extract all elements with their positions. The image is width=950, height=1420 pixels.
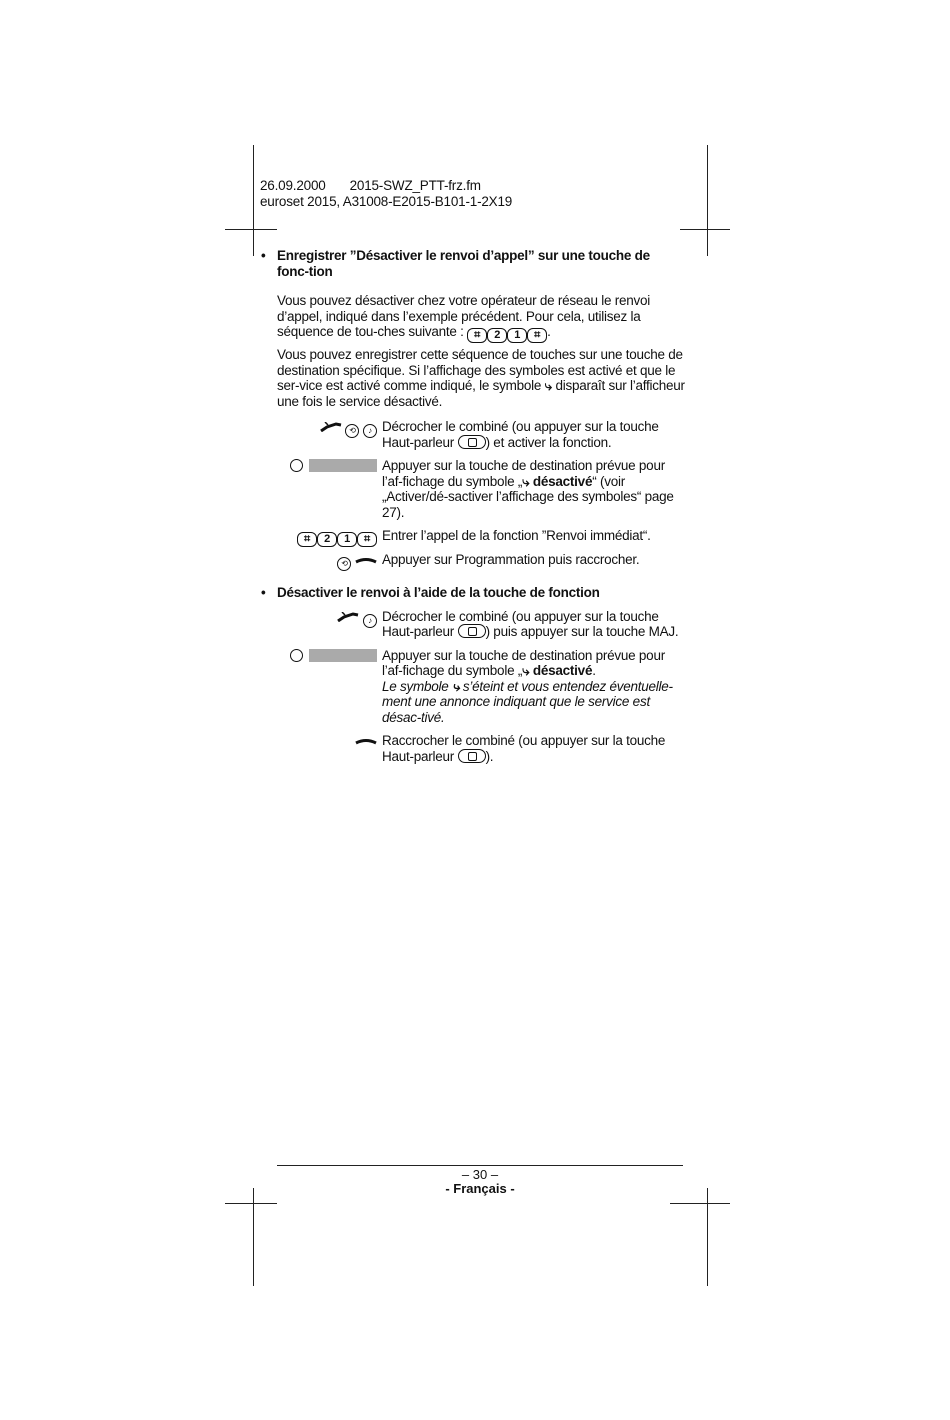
- step-icons: [297, 528, 377, 544]
- key-2-icon: 2: [487, 328, 507, 343]
- crop-mark: [253, 145, 254, 256]
- handset-lift-icon: [337, 612, 359, 622]
- hash-key-icon: ⌗: [527, 328, 547, 343]
- paragraph: Vous pouvez enregistrer cette séquence de touches sur une touche de destination spécifique. Si l’affichage des symboles est activé et que le ser-vice est activé comme indiqué, le symbole ⤷ disparaît sur l’afficheur une fois le service désactivé.: [277, 347, 685, 409]
- handset-lift-icon: [320, 422, 342, 432]
- program-key-icon: ⟲: [337, 557, 351, 571]
- destination-key-icon: [290, 649, 303, 662]
- forward-symbol-icon: ⤷: [544, 378, 552, 393]
- step-icons: [355, 733, 377, 749]
- function-key-icon: ♪: [363, 424, 377, 438]
- crop-mark: [707, 145, 708, 256]
- handset-hangup-icon: [355, 736, 377, 746]
- destination-key-label: [309, 649, 377, 662]
- header-model: euroset 2015, A31008-E2015-B101-1-2X19: [260, 194, 513, 209]
- speaker-key-icon: [458, 435, 486, 449]
- page-footer: [277, 1168, 683, 1196]
- crop-mark: [225, 229, 277, 230]
- crop-mark: [670, 1203, 730, 1204]
- instruction-step: ⟲ Appuyer sur Programmation puis raccrocher.: [277, 552, 685, 568]
- footer-divider: [277, 1165, 683, 1166]
- hash-key-icon: ⌗: [297, 532, 317, 547]
- paragraph: Vous pouvez désactiver chez votre opérateur de réseau le renvoi d’appel, indiqué dans l’exemple précédent. Pour cela, utilisez la séquence de tou-ches suivante : ⌗ 2 1 ⌗ .: [277, 293, 650, 341]
- speaker-key-icon: [458, 749, 486, 763]
- speaker-key-icon: [458, 624, 486, 638]
- function-key-icon: ♪: [363, 614, 377, 628]
- step-icons: [320, 419, 377, 435]
- key-2-icon: 2: [317, 532, 337, 547]
- forward-symbol-icon: ⤷: [522, 473, 530, 489]
- crop-mark: [680, 229, 730, 230]
- forward-symbol-icon: ⤷: [452, 678, 460, 694]
- forward-symbol-icon: ⤷: [522, 663, 530, 678]
- language-label: - Français -: [445, 1181, 515, 1196]
- step-icons: [337, 552, 377, 568]
- step-icons: [337, 609, 377, 625]
- handset-hangup-icon: [355, 555, 377, 565]
- page-content: [261, 248, 685, 764]
- destination-key-icon: [290, 459, 303, 472]
- document-header: [260, 178, 512, 210]
- hash-key-icon: ⌗: [357, 532, 377, 547]
- key-1-icon: 1: [507, 328, 527, 343]
- hash-key-icon: ⌗: [467, 328, 487, 343]
- program-key-icon: ⟲: [345, 424, 359, 438]
- header-file: 2015-SWZ_PTT-frz.fm: [349, 178, 481, 193]
- crop-mark: [225, 1203, 277, 1204]
- instruction-step: Raccrocher le combiné (ou appuyer sur la touche Haut-parleur ).: [277, 733, 685, 764]
- instruction-step: Appuyer sur la touche de destination prévue pour l’af-fichage du symbole „⤷ désactivé“ (voir „Activer/dé-sactiver l’affichage des symboles“ page 27).: [277, 458, 685, 520]
- section-heading: • Enregistrer ”Désactiver le renvoi d’appel” sur une touche de fonc-tion: [261, 248, 650, 279]
- instruction-step: ♪ Décrocher le combiné (ou appuyer sur la touche Haut-parleur ) puis appuyer sur la touche MAJ.: [277, 609, 685, 640]
- key-1-icon: 1: [337, 532, 357, 547]
- instruction-step: ⟲ ♪ Décrocher le combiné (ou appuyer sur la touche Haut-parleur ) et activer la fonction.: [277, 419, 685, 450]
- page-number: – 30 –: [461, 1167, 499, 1182]
- section-heading: • Désactiver le renvoi à l’aide de la touche de fonction: [261, 585, 600, 600]
- instruction-step: Appuyer sur la touche de destination prévue pour l’af-fichage du symbole „⤷ désactivé. Le symbole ⤷ s’éteint et vous entendez éventuelle-ment une annonce indiquant que le service est désac-tivé.: [277, 648, 685, 726]
- instruction-step: ⌗ 2 1 ⌗ Entrer l’appel de la fonction ”Renvoi immédiat“.: [277, 528, 685, 544]
- destination-key-label: [309, 459, 377, 472]
- header-date: 26.09.2000: [260, 178, 326, 193]
